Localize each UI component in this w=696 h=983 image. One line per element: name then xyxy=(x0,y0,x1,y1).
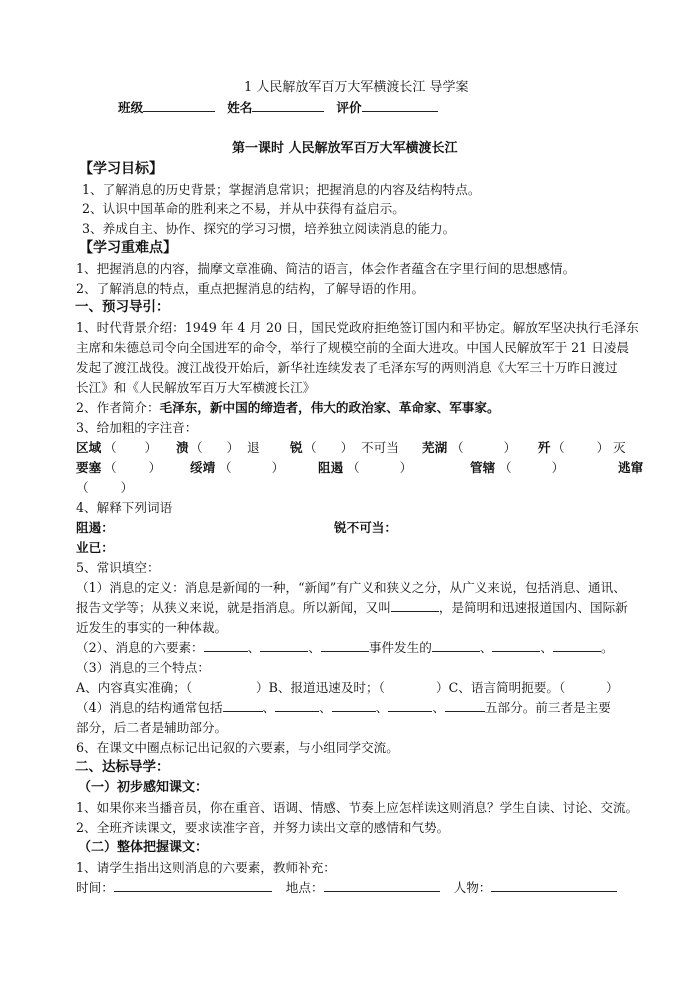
knowledge-2: （2）、消息的六要素： 、 、 事件发生的 、 、 。 xyxy=(76,640,614,655)
knowledge-1d: 近发生的事实的一种体裁。 xyxy=(76,620,228,635)
class-field[interactable] xyxy=(143,99,215,112)
vocab-zue: 阻遏： xyxy=(76,520,114,535)
standard-heading: 二、达标导学： xyxy=(75,759,170,775)
sub-heading-1: （一）初步感知课文： xyxy=(78,780,209,795)
people-field[interactable] xyxy=(491,879,617,892)
doc-title: 1 人民解放军百万大军横渡长江 导学案 xyxy=(244,80,469,95)
author-label: 2、作者简介： xyxy=(76,400,160,415)
knowledge-4c: 部分，后二者是辅助部分。 xyxy=(76,720,228,735)
knowledge-1b: 报告文学等；从狭义来说，就是指消息。所以新闻，又叫 ，是简明和迅速报道国内、国际新 xyxy=(76,600,628,615)
goal-3: 3、养成自主、协作、探究的学习习惯，培养独立阅读消息的能力。 xyxy=(82,221,456,236)
class-label: 班级 xyxy=(118,100,144,115)
name-label: 姓名 xyxy=(227,100,253,115)
task-1a: 1、如果你来当播音员，你在重音、语调、情感、节奏上应怎样读这则消息？学生自读、讨论、交流。 xyxy=(76,800,639,815)
key-2: 2、了解消息的特点，重点把握消息的结构，了解导语的作用。 xyxy=(76,281,425,296)
knowledge-1a: （1）消息的定义：消息是新闻的一种，“新闻”有广义和狭义之分，从广义来说，包括消息、通讯、 xyxy=(76,580,626,595)
goals-heading: 【学习目标】 xyxy=(79,161,163,177)
word-rui: 锐 xyxy=(290,440,303,455)
word-suijing: 绥靖 xyxy=(190,460,216,475)
background-line-2: 主席和朱德总司令向全国进军的命令，举行了规模空前的全面大进攻。中国人民解放军于 21 日凌晨 xyxy=(76,340,629,355)
key-heading: 【学习重难点】 xyxy=(79,240,177,256)
word-jian: 歼 xyxy=(538,440,551,455)
vocab-yeyi: 业已： xyxy=(76,540,114,555)
place-field[interactable] xyxy=(324,879,440,892)
goal-1: 1、了解消息的历史背景；掌握消息常识；把握消息的内容及结构特点。 xyxy=(82,182,481,197)
vocab-ruibukedang: 锐不可当： xyxy=(334,520,397,535)
name-field[interactable] xyxy=(252,99,324,112)
author-text: 毛泽东，新中国的缔造者，伟大的政治家、革命家、军事家。 xyxy=(159,400,500,415)
key-1: 1、把握消息的内容，揣摩文章准确、简洁的语言，体会作者蕴含在字里行间的思想感情。 xyxy=(76,261,576,276)
background-line-1: 1、时代背景介绍：1949 年 4 月 20 日，国民党政府拒绝签订国内和平协定。解放军坚决执行毛泽东 xyxy=(76,320,639,335)
word-tui: 退 xyxy=(247,440,260,455)
sub-heading-2: （二）整体把握课文： xyxy=(78,840,209,855)
eval-label: 评价 xyxy=(336,100,362,115)
word-wuhu: 芜湖 xyxy=(422,440,448,455)
word-mie: 灭 xyxy=(613,440,626,455)
knowledge-6: 6、在课文中圈点标记出记叙的六要素，与小组同学交流。 xyxy=(76,740,399,755)
word-guanxia: 管辖 xyxy=(470,460,496,475)
knowledge-3: （3）消息的三个特点： xyxy=(76,660,210,675)
task-1b: 2、全班齐读课文，要求读准字音，并努力读出文章的感情和气势。 xyxy=(76,820,450,835)
news-alias-blank[interactable] xyxy=(391,599,439,612)
author-line xyxy=(76,398,500,417)
eval-field[interactable] xyxy=(362,99,438,112)
lesson-title: 第一课时 人民解放军百万大军横渡长江 xyxy=(232,141,458,156)
word-bukedang: 不可当 xyxy=(361,440,399,455)
knowledge-heading: 5、常识填空： xyxy=(76,560,160,575)
pinyin-heading: 3、给加粗的字注音： xyxy=(76,420,198,435)
word-quyu: 区域 xyxy=(76,440,102,455)
background-line-3: 发起了渡江战役。渡江战役开始后，新华社连续发表了毛泽东写的两则消息《大军三十万昨日渡过 xyxy=(76,360,618,375)
vocab-heading: 4、解释下列词语 xyxy=(76,500,173,515)
word-tuocuan: 逃窜 xyxy=(618,460,644,475)
background-line-4: 长江》和《人民解放军百万大军横渡长江》 xyxy=(76,380,316,395)
goal-2: 2、认识中国革命的胜利来之不易，并从中获得有益启示。 xyxy=(82,201,405,216)
student-info-row xyxy=(118,98,438,117)
word-zue: 阻遏 xyxy=(318,460,344,475)
word-yaosai: 要塞 xyxy=(76,460,102,475)
six-elements-row: 时间： 地点： 人物： xyxy=(76,878,617,897)
word-kui: 溃 xyxy=(176,440,189,455)
task-2a: 1、请学生指出这则消息的六要素，教师补充： xyxy=(76,860,336,875)
time-field[interactable] xyxy=(114,879,272,892)
knowledge-4: （4）消息的结构通常包括 、 、 、 、 五部分。前三者是主要 xyxy=(76,700,611,715)
preview-heading: 一、预习导引： xyxy=(75,299,170,315)
